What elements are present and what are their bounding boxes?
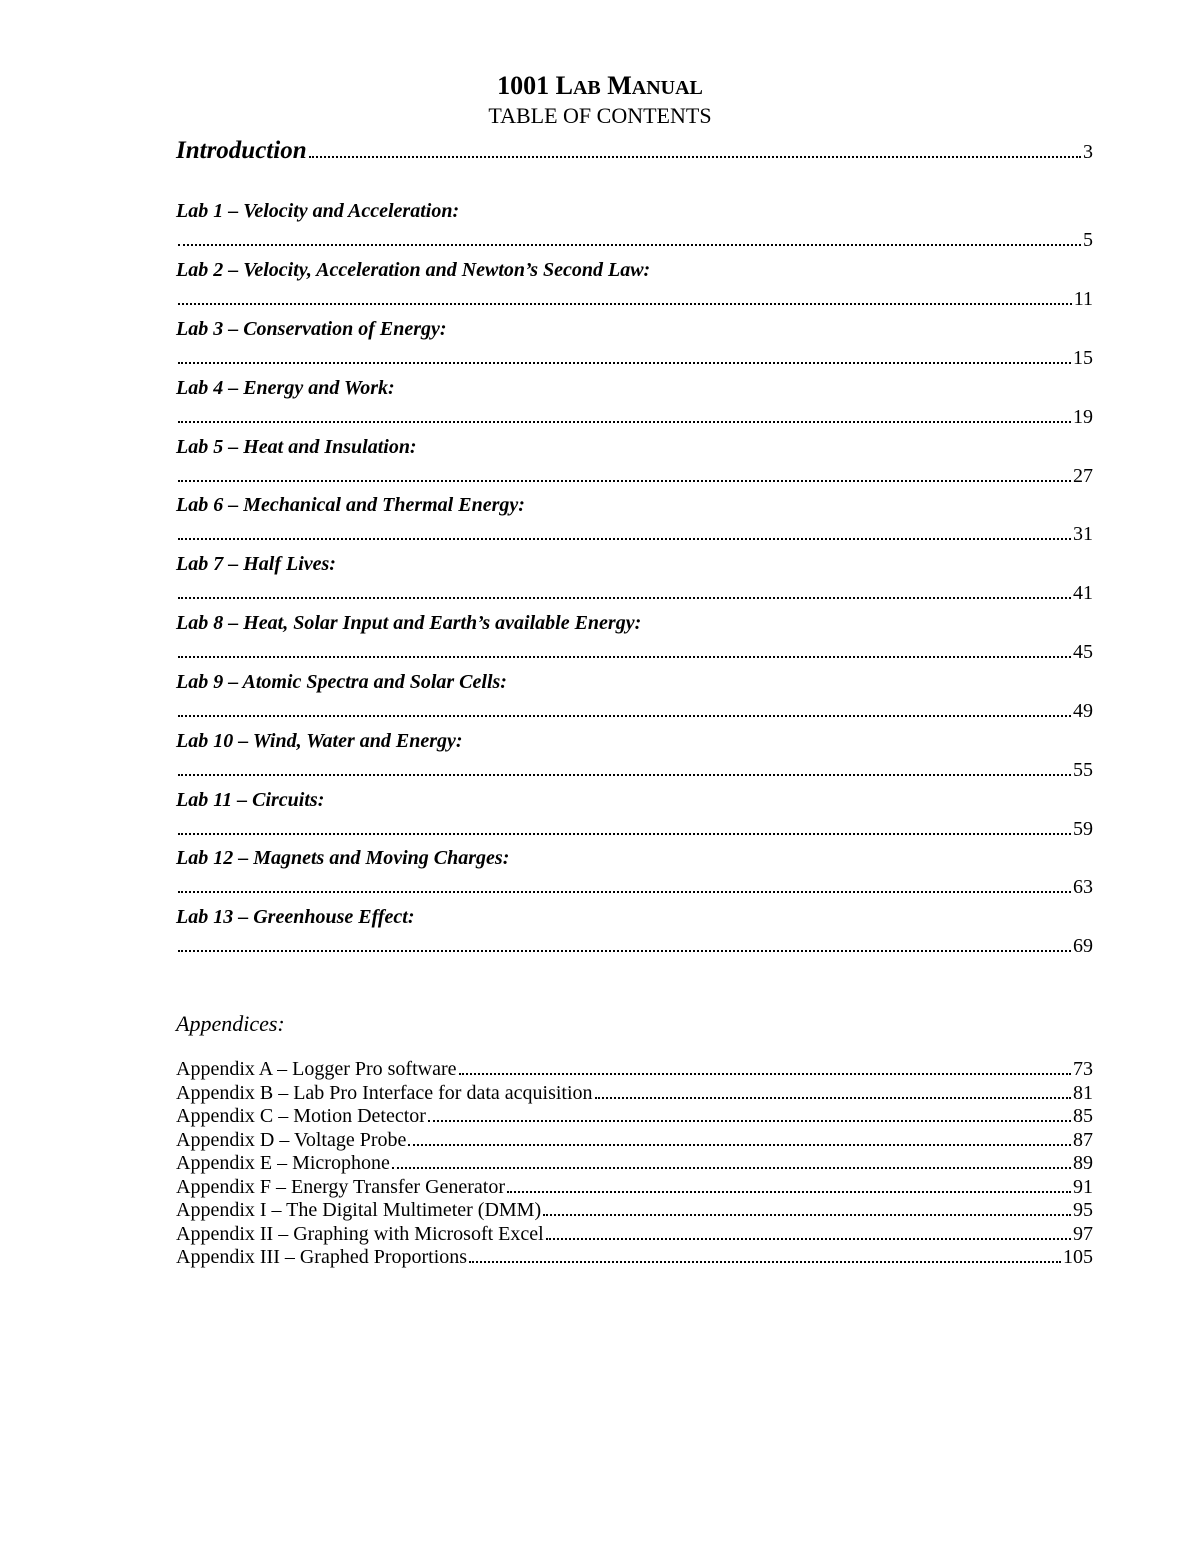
dot-leader — [178, 480, 1071, 482]
lab-title: Lab 11 – Circuits: — [176, 789, 325, 811]
dot-leader — [178, 362, 1071, 364]
toc-entry-label: Appendix F – Energy Transfer Generator — [176, 1175, 506, 1198]
lab-title: Lab 7 – Half Lives: — [176, 553, 336, 575]
toc-entry-label: Appendix E – Microphone — [176, 1152, 390, 1174]
appendices-heading: Appendices: — [176, 1011, 285, 1036]
leader-line — [176, 287, 1093, 311]
lab-title: Lab 4 – Energy and Work: — [176, 377, 395, 399]
toc-page-number: 15 — [1073, 347, 1093, 369]
toc-page-number: 19 — [1073, 406, 1093, 428]
leader-line — [176, 346, 1093, 370]
toc-entry-lab-6[interactable] — [176, 493, 1093, 546]
appendix-list — [176, 1058, 1093, 1270]
dot-leader — [178, 774, 1071, 776]
lab-title: Lab 12 – Magnets and Moving Charges: — [176, 847, 510, 869]
leader-line — [176, 699, 1093, 723]
toc-page-number: 49 — [1073, 700, 1093, 722]
toc-entry-appendix-c[interactable] — [176, 1105, 1093, 1129]
dot-leader — [178, 421, 1071, 423]
toc-entry-appendix-a[interactable] — [176, 1058, 1093, 1082]
dot-leader — [178, 597, 1071, 599]
leader-line — [176, 758, 1093, 782]
toc-entry-lab-4[interactable] — [176, 376, 1093, 429]
dot-leader — [178, 833, 1071, 835]
toc-page-number: 27 — [1073, 465, 1093, 487]
dot-leader — [178, 656, 1071, 658]
dot-leader — [309, 156, 1081, 158]
dot-leader — [469, 1261, 1061, 1263]
toc-page-number: 97 — [1073, 1222, 1093, 1245]
lab-title: Lab 3 – Conservation of Energy: — [176, 318, 447, 340]
lab-title: Lab 5 – Heat and Insulation: — [176, 436, 417, 458]
dot-leader — [178, 244, 1081, 246]
dot-leader — [178, 715, 1071, 717]
toc-entry-appendix-ii[interactable] — [176, 1223, 1093, 1247]
leader-line — [176, 405, 1093, 429]
toc-page-number: 55 — [1073, 759, 1093, 781]
toc-page-number: 69 — [1073, 935, 1093, 957]
toc-entry-lab-11[interactable] — [176, 788, 1093, 841]
toc-entry-lab-3[interactable] — [176, 317, 1093, 370]
toc-entry-appendix-b[interactable] — [176, 1082, 1093, 1106]
toc-entry-lab-10[interactable] — [176, 729, 1093, 782]
lab-title: Lab 8 – Heat, Solar Input and Earth’s available Energy: — [176, 612, 642, 634]
dot-leader — [595, 1097, 1071, 1099]
title-number: 1001 — [497, 71, 550, 100]
toc-entry-lab-5[interactable] — [176, 435, 1093, 488]
lab-title: Lab 1 – Velocity and Acceleration: — [176, 200, 460, 222]
dot-leader — [178, 538, 1071, 540]
toc-entry-label: Introduction — [176, 137, 307, 164]
leader-line — [176, 581, 1093, 605]
dot-leader — [546, 1238, 1071, 1240]
toc-entry-label: Appendix III – Graphed Proportions — [176, 1246, 468, 1268]
title-word-lab: LAB — [555, 71, 601, 100]
toc-page-number: 5 — [1083, 229, 1093, 251]
toc-entry-lab-1[interactable] — [176, 199, 1093, 252]
toc-entry-appendix-e[interactable] — [176, 1152, 1093, 1176]
lab-title: Lab 10 – Wind, Water and Energy: — [176, 730, 463, 752]
toc-page-number: 3 — [1083, 141, 1093, 163]
dot-leader — [178, 303, 1072, 305]
toc-entry-label: Appendix D – Voltage Probe — [176, 1128, 407, 1151]
dot-leader — [428, 1120, 1071, 1122]
dot-leader — [507, 1191, 1071, 1193]
toc-entry-introduction[interactable] — [176, 136, 1093, 167]
toc-entry-label: Appendix C – Motion Detector — [176, 1105, 426, 1127]
leader-line — [176, 875, 1093, 899]
toc-entry-lab-12[interactable] — [176, 846, 1093, 899]
title-word-manual: MANUAL — [607, 71, 703, 100]
page-title — [0, 70, 1200, 104]
toc-entry-label: Appendix B – Lab Pro Interface for data acquisition — [176, 1081, 593, 1104]
toc-page-number: 63 — [1073, 876, 1093, 898]
toc-entry-lab-9[interactable] — [176, 670, 1093, 723]
leader-line — [176, 522, 1093, 546]
dot-leader — [178, 950, 1071, 952]
toc-entry-label: Appendix I – The Digital Multimeter (DMM) — [176, 1199, 542, 1221]
leader-line — [176, 817, 1093, 841]
toc-entry-label: Appendix A – Logger Pro software — [176, 1058, 457, 1080]
lab-title: Lab 2 – Velocity, Acceleration and Newton’s Second Law: — [176, 259, 651, 281]
toc-page-number: 89 — [1073, 1152, 1093, 1174]
toc-page-number: 95 — [1073, 1199, 1093, 1221]
toc-entry-lab-13[interactable] — [176, 905, 1093, 958]
lab-title: Lab 6 – Mechanical and Thermal Energy: — [176, 494, 525, 516]
toc-entry-appendix-i[interactable] — [176, 1199, 1093, 1223]
toc-page-number: 45 — [1073, 641, 1093, 663]
toc-page-number: 59 — [1073, 818, 1093, 840]
toc-entry-appendix-iii[interactable] — [176, 1246, 1093, 1270]
leader-line — [176, 934, 1093, 958]
dot-leader — [459, 1073, 1071, 1075]
lab-title: Lab 13 – Greenhouse Effect: — [176, 906, 415, 928]
toc-page-number: 11 — [1073, 288, 1093, 310]
dot-leader — [392, 1167, 1071, 1169]
toc-page-number: 105 — [1063, 1246, 1093, 1268]
toc-entry-appendix-f[interactable] — [176, 1176, 1093, 1200]
dot-leader — [543, 1214, 1071, 1216]
toc-page-number: 41 — [1073, 582, 1093, 604]
leader-line — [176, 464, 1093, 488]
toc-page-number: 31 — [1073, 523, 1093, 545]
toc-entry-label: Appendix II – Graphing with Microsoft Excel — [176, 1222, 544, 1245]
leader-line — [176, 228, 1093, 252]
toc-entry-lab-2[interactable] — [176, 258, 1093, 311]
dot-leader — [178, 891, 1071, 893]
toc-page-number: 73 — [1073, 1058, 1093, 1080]
toc-page-number: 87 — [1073, 1128, 1093, 1151]
lab-title: Lab 9 – Atomic Spectra and Solar Cells: — [176, 671, 507, 693]
toc-page-number: 81 — [1073, 1081, 1093, 1104]
toc-entry-lab-8[interactable] — [176, 611, 1093, 664]
leader-line — [176, 640, 1093, 664]
toc-entry-lab-7[interactable] — [176, 552, 1093, 605]
dot-leader — [408, 1144, 1071, 1146]
toc-entry-appendix-d[interactable] — [176, 1129, 1093, 1153]
page-subtitle: TABLE OF CONTENTS — [488, 103, 712, 128]
toc-page-number: 91 — [1073, 1175, 1093, 1198]
toc-page-number: 85 — [1073, 1105, 1093, 1127]
